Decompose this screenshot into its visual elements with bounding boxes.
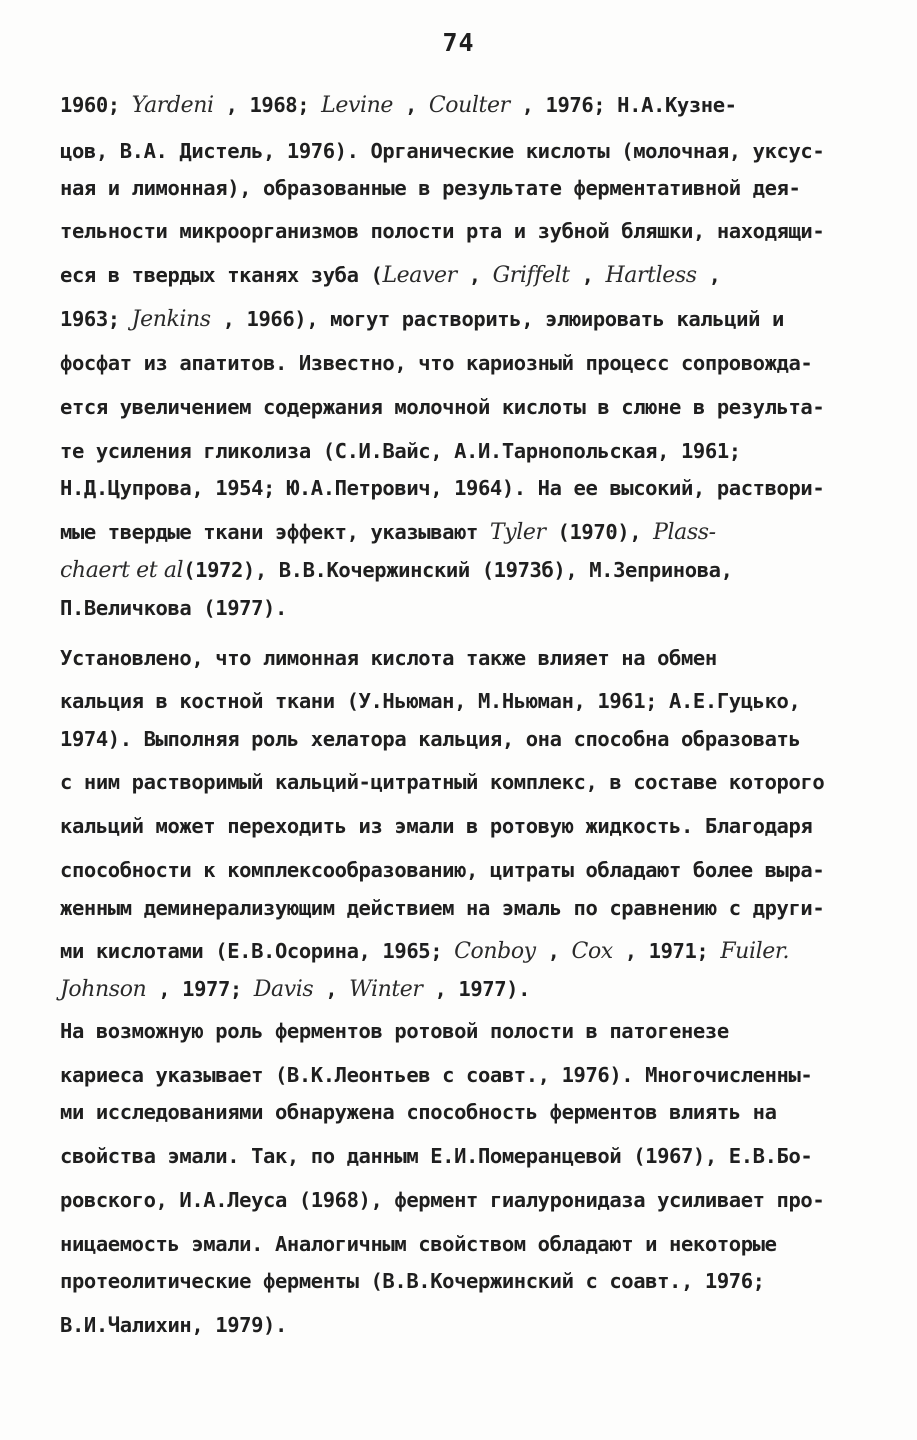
typed-text: свойства эмали. Так, по данным Е.И.Померанцевой (1967), Е.В.Бо-	[60, 1144, 813, 1168]
text-line	[60, 724, 800, 754]
typed-text: ,	[313, 977, 350, 1001]
typed-text: женным деминерализующим действием на эмаль по сравнению с други-	[60, 896, 825, 920]
text-line	[60, 304, 784, 335]
text-line	[60, 855, 824, 885]
typed-text: ется увеличением содержания молочной кислоты в слюне в результа-	[60, 395, 825, 419]
handwritten-author-name: Cox	[571, 939, 613, 964]
text-line	[60, 1310, 287, 1340]
handwritten-author-name: Johnson	[60, 977, 147, 1002]
text-line	[60, 686, 800, 716]
typed-text: , 1966), могут растворить, элюировать кальций и	[210, 307, 784, 331]
typed-text: способности к комплексообразованию, цитраты обладают более выра-	[60, 858, 825, 882]
text-line	[60, 1229, 777, 1259]
typed-text: (1970),	[545, 520, 654, 544]
typed-text: цов, В.А. Дистель, 1976). Органические кислоты (молочная, уксус-	[60, 139, 825, 163]
typed-text: протеолитические ферменты (В.В.Кочержинский с соавт., 1976;	[60, 1269, 765, 1293]
typed-text: ,	[696, 263, 721, 287]
text-line	[60, 643, 717, 673]
typed-text: ницаемость эмали. Аналогичным свойством обладают и некоторые	[60, 1232, 777, 1256]
typed-text: В.И.Чалихин, 1979).	[60, 1313, 287, 1337]
handwritten-author-name: Levine	[321, 93, 393, 118]
handwritten-author-name: Griffelt	[492, 263, 570, 288]
text-line	[60, 593, 287, 623]
text-line	[60, 173, 800, 203]
text-line	[60, 1016, 729, 1046]
text-line	[60, 1266, 765, 1296]
handwritten-author-name: Davis	[253, 977, 314, 1002]
typed-text: тельности микроорганизмов полости рта и зубной бляшки, находящи-	[60, 219, 825, 243]
typed-text: ми кислотами (Е.В.Осорина, 1965;	[60, 939, 455, 963]
typed-text: ,	[535, 939, 572, 963]
handwritten-author-name: Conboy	[454, 939, 536, 964]
text-line	[60, 767, 824, 797]
typed-text: ная и лимонная), образованные в результате ферментативной дея-	[60, 176, 801, 200]
handwritten-author-name: Coulter	[428, 93, 510, 118]
typed-text: Н.Д.Цупрова, 1954; Ю.А.Петрович, 1964). На ее высокий, раствори-	[60, 476, 825, 500]
handwritten-author-name: Fuiler.	[720, 939, 790, 964]
typed-text: , 1977).	[422, 977, 531, 1001]
text-line	[60, 260, 721, 291]
typed-text: 1963;	[60, 307, 132, 331]
typed-text: фосфат из апатитов. Известно, что кариозный процесс сопровожда-	[60, 351, 813, 375]
handwritten-author-name: Jenkins	[131, 307, 211, 332]
handwritten-author-name: Winter	[349, 977, 423, 1002]
text-line	[60, 974, 530, 1005]
typed-text: , 1968;	[213, 93, 322, 117]
typed-text: ,	[569, 263, 606, 287]
typed-text: ,	[456, 263, 493, 287]
text-line	[60, 1141, 812, 1171]
typed-text: те усиления гликолиза (С.И.Вайс, А.И.Тарнопольская, 1961;	[60, 439, 741, 463]
handwritten-author-name: Tyler	[489, 520, 546, 545]
typed-text: кариеса указывает (В.К.Леонтьев с соавт., 1976). Многочисленны-	[60, 1063, 813, 1087]
text-line	[60, 893, 824, 923]
text-line	[60, 473, 824, 503]
handwritten-author-name: chaert et al	[60, 558, 184, 583]
handwritten-author-name: Leaver	[382, 263, 457, 288]
text-line	[60, 136, 824, 166]
typed-text: , 1977;	[146, 977, 254, 1001]
typed-text: ровского, И.А.Леуса (1968), фермент гиалуронидаза усиливает про-	[60, 1188, 825, 1212]
handwritten-author-name: Plass-	[653, 520, 716, 545]
text-line	[60, 1097, 777, 1127]
typed-text: На возможную роль ферментов ротовой полости в патогенезе	[60, 1019, 729, 1043]
text-line	[60, 1060, 812, 1090]
page-number: 74	[442, 28, 475, 57]
text-line	[60, 90, 737, 121]
typed-text: ми исследованиями обнаружена способность ферментов влиять на	[60, 1100, 777, 1124]
typed-text: кальция в костной ткани (У.Ньюман, М.Ньюман, 1961; А.Е.Гуцько,	[60, 689, 801, 713]
text-line	[60, 436, 741, 466]
typed-text: П.Величкова (1977).	[60, 596, 287, 620]
typed-text: 1974). Выполняя роль хелатора кальция, она способна образовать	[60, 727, 801, 751]
text-line	[60, 392, 824, 422]
typed-text: мые твердые ткани эффект, указывают	[60, 520, 490, 544]
text-line	[60, 555, 733, 586]
text-line	[60, 216, 824, 246]
typed-text: 1960;	[60, 93, 132, 117]
typed-text: Установлено, что лимонная кислота также влияет на обмен	[60, 646, 717, 670]
text-line	[60, 936, 789, 967]
typed-text: с ним растворимый кальций-цитратный комплекс, в составе которого	[60, 770, 825, 794]
typed-text: ,	[393, 93, 429, 117]
typed-text: кальций может переходить из эмали в ротовую жидкость. Благодаря	[60, 814, 813, 838]
typed-text: (1972), В.В.Кочержинский (1973б), М.Зепринова,	[183, 558, 733, 582]
text-line	[60, 811, 812, 841]
handwritten-author-name: Hartless	[605, 263, 697, 288]
typed-text: , 1976; Н.А.Кузне-	[509, 93, 737, 117]
text-line	[60, 1185, 824, 1215]
text-line	[60, 348, 812, 378]
typed-text: , 1971;	[612, 939, 721, 963]
handwritten-author-name: Yardeni	[131, 93, 214, 118]
typed-text: еся в твердых тканях зуба (	[60, 263, 383, 287]
text-line	[60, 517, 716, 548]
